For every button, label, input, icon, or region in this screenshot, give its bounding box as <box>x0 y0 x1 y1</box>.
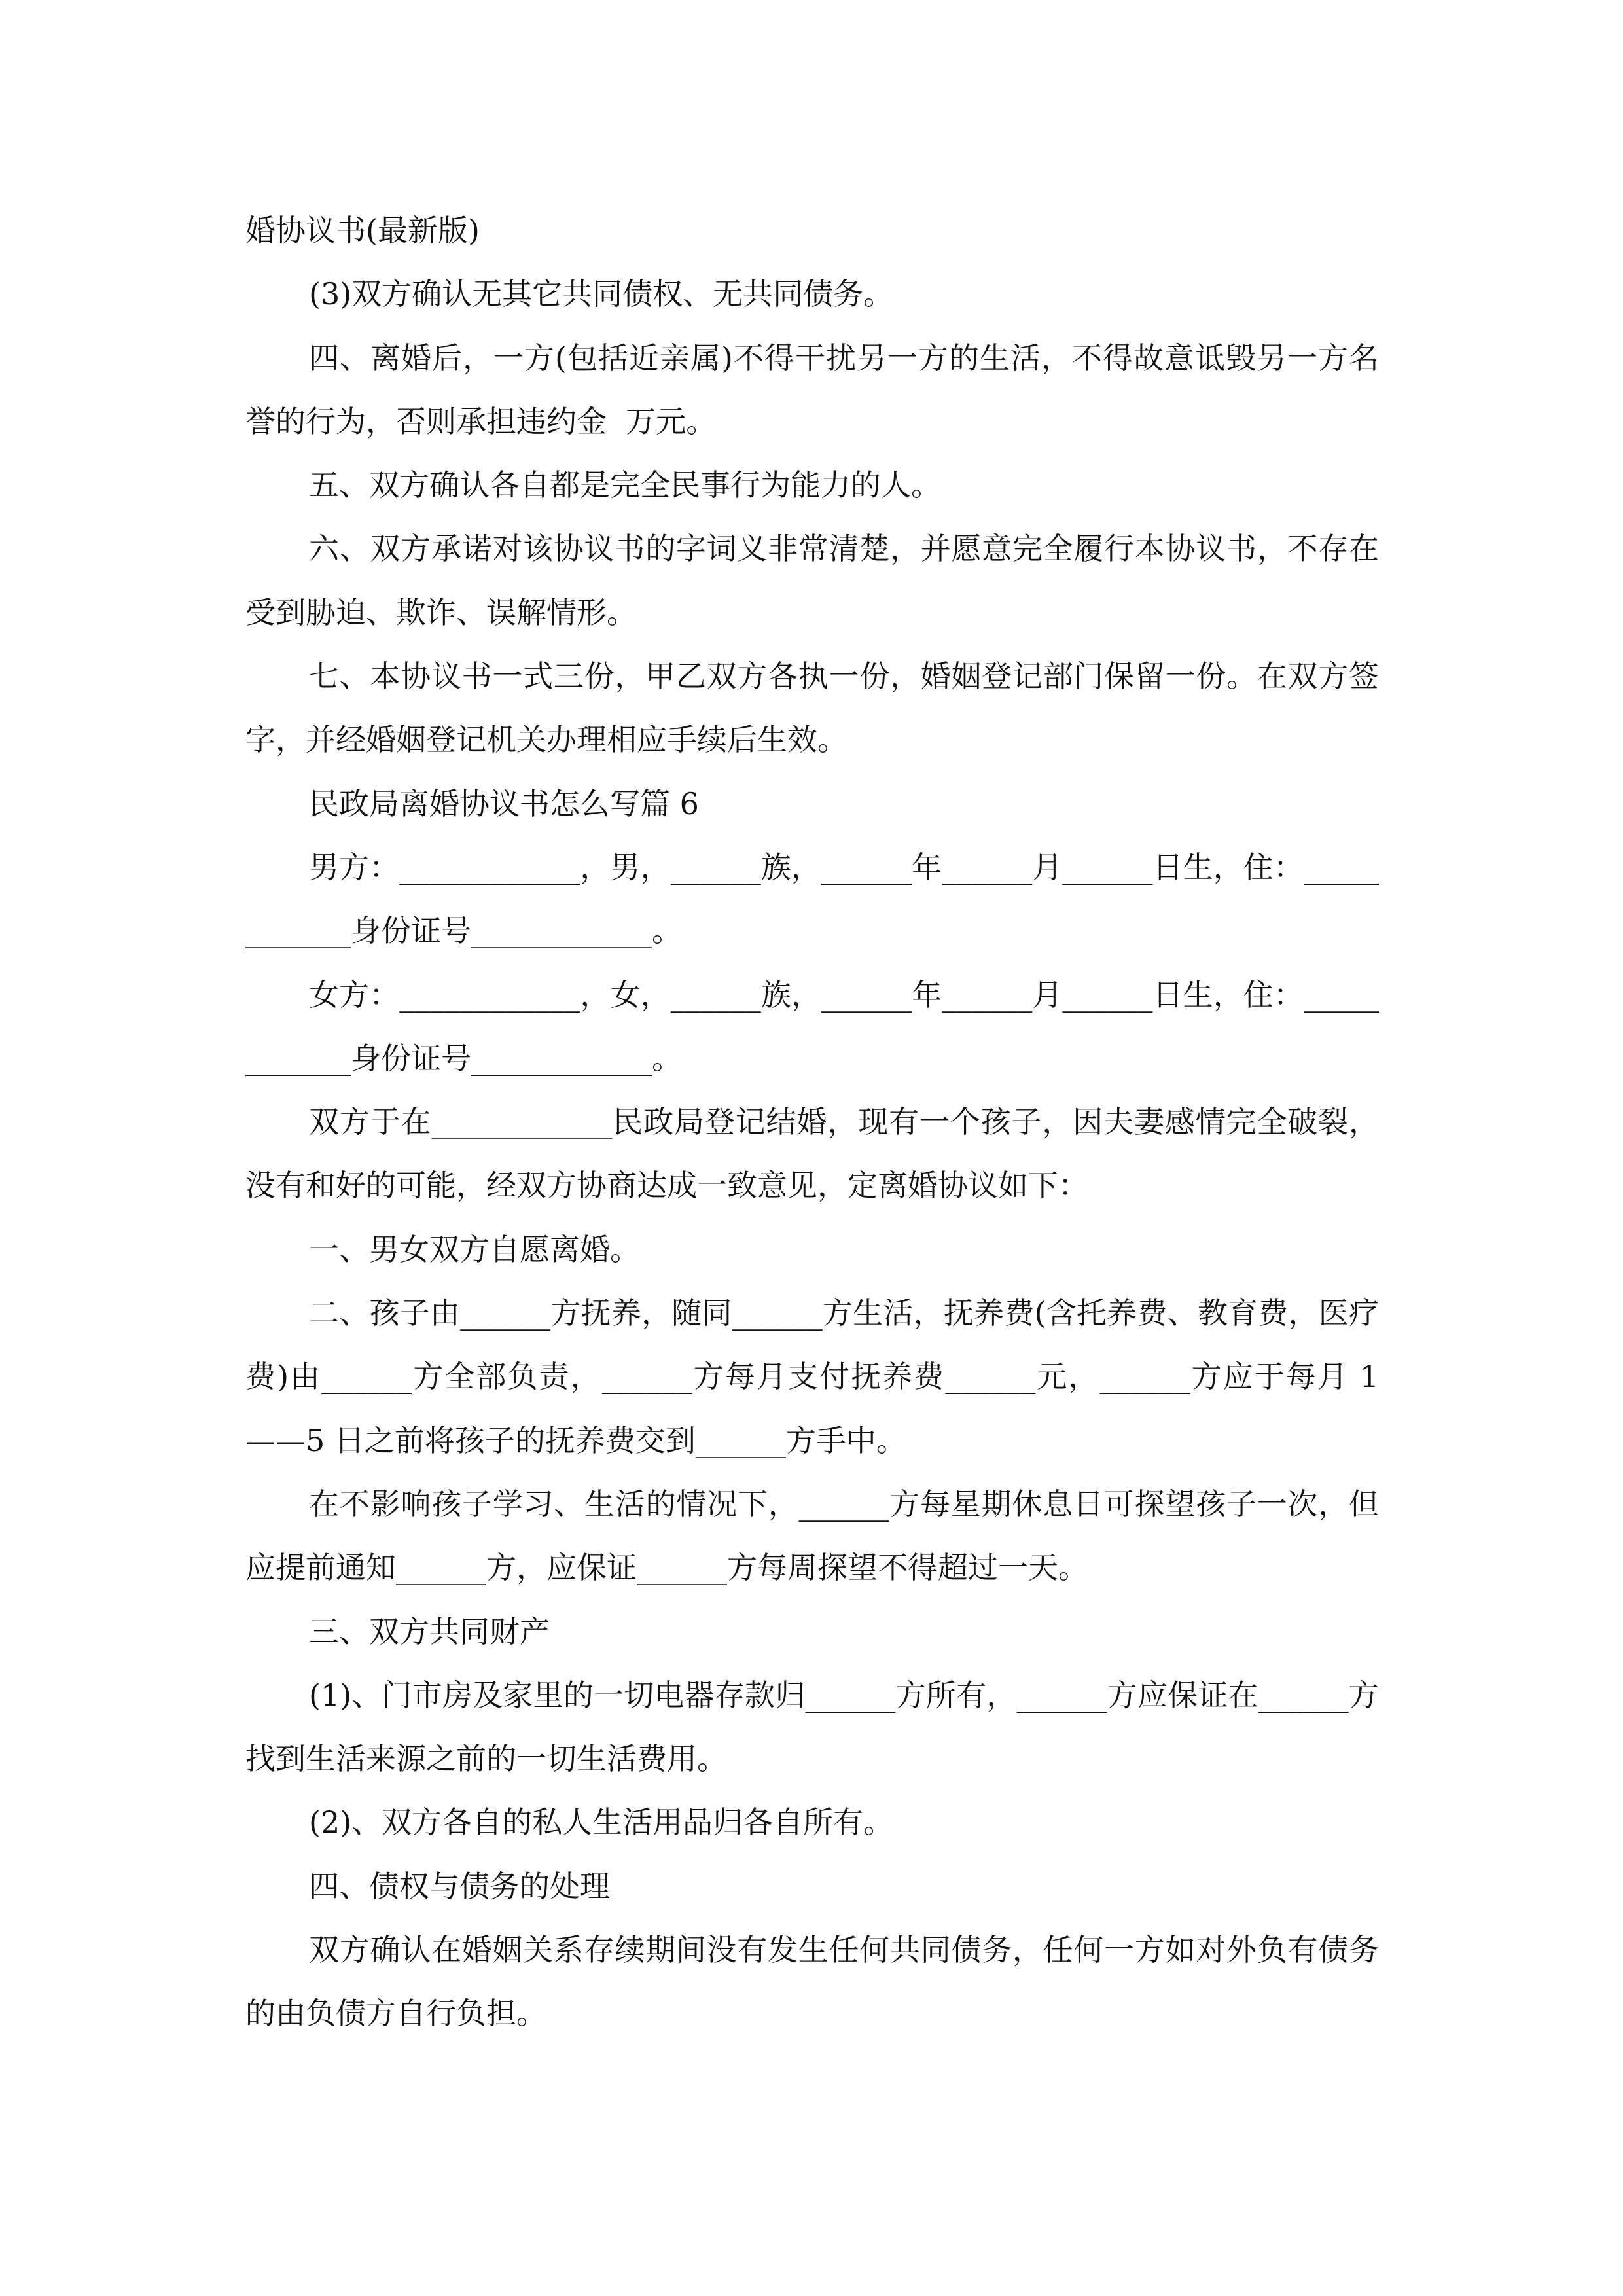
paragraph-husband-info: 男方：____________，男，______族，______年______月______日生，住：____________身份证号____________。 <box>245 849 1379 949</box>
paragraph-debt-handling: 双方确认在婚姻关系存续期间没有发生任何共同债务，任何一方如对外负有债务的由负债方自行负担。 <box>245 1932 1379 2032</box>
paragraph-joint-property-heading: 三、双方共同财产 <box>309 1613 550 1649</box>
paragraph-5-civil-capacity: 五、双方确认各自都是完全民事行为能力的人。 <box>309 467 941 503</box>
document-body <box>245 199 1379 2046</box>
paragraph-property-2: (2)、双方各自的私人生活用品归各自所有。 <box>309 1804 894 1840</box>
paragraph-property-1: (1)、门市房及家里的一切电器存款归______方所有，______方应保证在______方找到生活来源之前的一切生活费用。 <box>245 1677 1379 1777</box>
paragraph-6-voluntary: 六、双方承诺对该协议书的字词义非常清楚，并愿意完全履行本协议书，不存在受到胁迫、欺诈、误解情形。 <box>245 531 1379 630</box>
paragraph-child-custody: 二、孩子由______方抚养，随同______方生活，抚养费(含托养费、教育费，医疗费)由______方全部负责，______方每月支付抚养费______元，______方应于每月 1——5 日之前将孩子的抚养费交到______方手中。 <box>245 1295 1379 1458</box>
paragraph-marriage-registration: 双方于在____________民政局登记结婚，现有一个孩子，因夫妻感情完全破裂，没有和好的可能，经双方协商达成一致意见，定离婚协议如下： <box>245 1104 1379 1204</box>
paragraph-voluntary-divorce: 一、男女双方自愿离婚。 <box>309 1231 640 1267</box>
paragraph-visitation: 在不影响孩子学习、生活的情况下，______方每星期休息日可探望孩子一次，但应提前通知______方，应保证______方每周探望不得超过一天。 <box>245 1486 1379 1586</box>
paragraph-3-no-joint-debt: (3)双方确认无其它共同债权、无共同债务。 <box>309 276 894 312</box>
paragraph-debt-heading: 四、债权与债务的处理 <box>309 1868 610 1904</box>
paragraph-7-copies: 七、本协议书一式三份，甲乙双方各执一份，婚姻登记部门保留一份。在双方签字，并经婚姻登记机关办理相应手续后生效。 <box>245 658 1379 758</box>
paragraph-4-no-disturbance: 四、离婚后，一方(包括近亲属)不得干扰另一方的生活，不得故意诋毁另一方名誉的行为，否则承担违约金 万元。 <box>245 340 1379 439</box>
paragraph-title-continuation: 婚协议书(最新版) <box>245 213 480 248</box>
paragraph-wife-info: 女方：____________，女，______族，______年______月______日生，住：____________身份证号____________。 <box>245 977 1379 1076</box>
section-heading-article-6: 民政局离婚协议书怎么写篇 6 <box>309 785 699 821</box>
